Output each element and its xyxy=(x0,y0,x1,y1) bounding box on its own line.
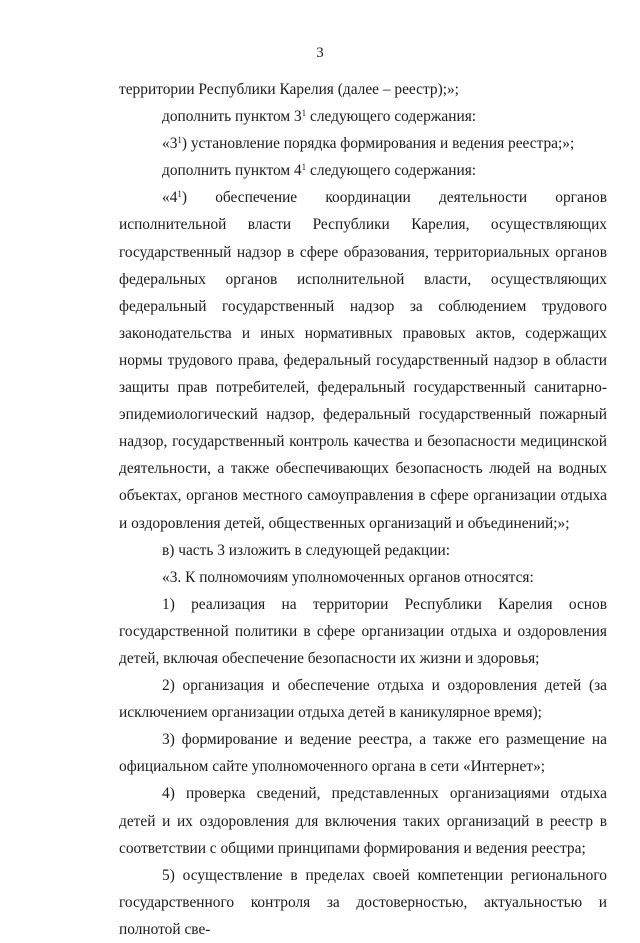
superscript: 1 xyxy=(301,162,307,173)
document-body xyxy=(119,76,607,943)
paragraph: «$4^1$) обеспечение координации деятельности органов исполнительной власти Республики Карелия, осуществляющих государственный надзор в сфере образования, территориальных органов федеральных органов исполнительной власти, осуществляющих федеральный государственный надзор за соблюдением трудового законодательства и иных нормативных правовых актов, содержащих нормы трудового права, федеральный государственный надзор в области защиты прав потребителей, федеральный государственный санитарно-эпидемиологический надзор, федеральный государственный пожарный надзор, государственный контроль качества и безопасности медицинской деятельности, а также обеспечивающих безопасность людей на водных объектах, органов местного самоуправления в сфере организации отдыха и оздоровления детей, общественных организаций и объединений;»; xyxy=(119,189,607,532)
paragraph: 3) формирование и ведение реестра, а также его размещение на официальном сайте уполномоченного органа в сети «Интернет»; xyxy=(119,731,607,776)
paragraph: «3. К полномочиям уполномоченных органов относятся: xyxy=(162,568,534,586)
paragraph: дополнить пунктом $3^1$ следующего содержания: xyxy=(162,108,477,126)
paragraph: «$3^1$) установление порядка формирования и ведения реестра;»; xyxy=(162,135,575,153)
superscript: 1 xyxy=(177,135,182,146)
paragraph: дополнить пунктом $4^1$ следующего содержания: xyxy=(162,162,477,180)
paragraph: 1) реализация на территории Республики Карелия основ государственной политики в сфере организации отдыха и оздоровления детей, включая обеспечение безопасности их жизни и здоровья; xyxy=(119,595,607,667)
paragraph: территории Республики Карелия (далее – реестр);»; xyxy=(119,81,459,98)
paragraph: в) часть 3 изложить в следующей редакции: xyxy=(162,541,451,559)
paragraph: 5) осуществление в пределах своей компетенции регионального государственного контроля за достоверностью, актуальностью и полнотой све- xyxy=(119,866,607,938)
page-number: 3 xyxy=(316,45,324,61)
superscript: 1 xyxy=(301,108,307,119)
paragraph: 2) организация и обеспечение отдыха и оздоровления детей (за исключением организации отдыха детей в каникулярное время); xyxy=(119,677,607,722)
superscript: 1 xyxy=(177,189,182,200)
paragraph: 4) проверка сведений, представленных организациями отдыха детей и их оздоровления для включения таких организаций в реестр в соответствии с общими принципами формирования и ведения реестра; xyxy=(119,785,607,857)
